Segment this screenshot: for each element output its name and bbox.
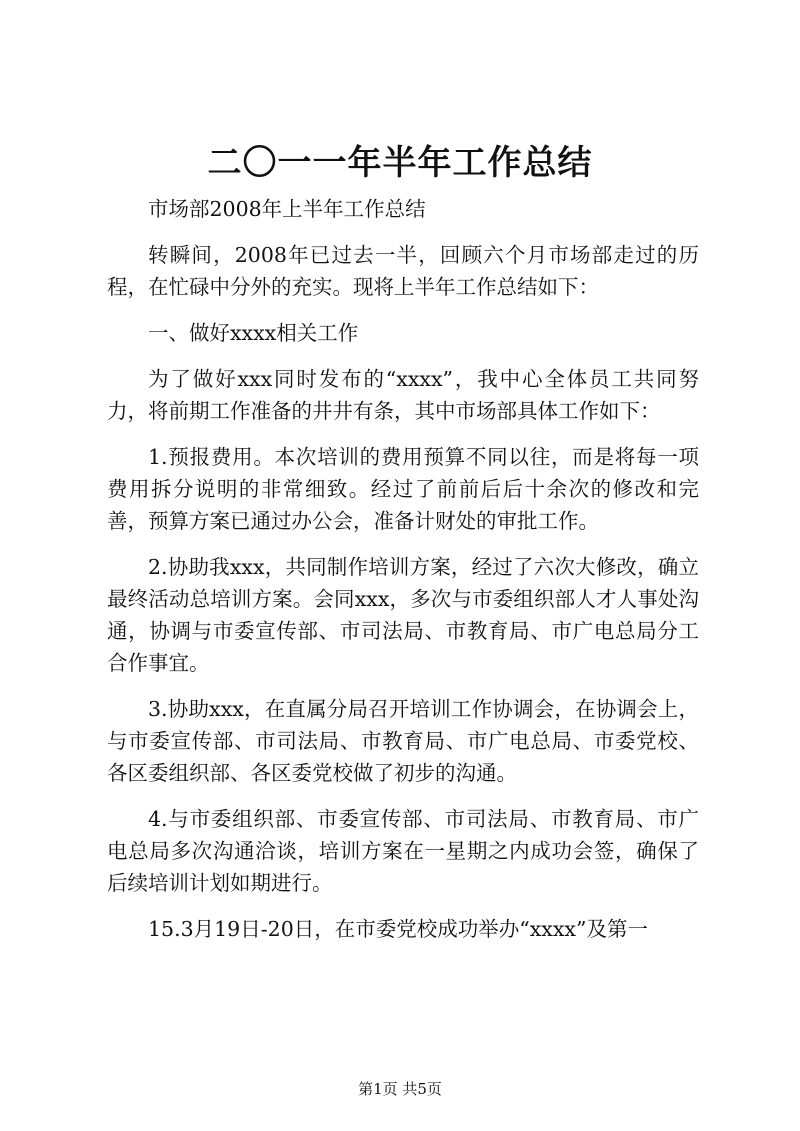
section-heading-1: 一、做好xxxx相关工作	[148, 321, 359, 345]
paragraph-item-5: 15.3月19日-20日，在市委党校成功举办“xxxx”及第一	[148, 917, 648, 941]
paragraph-section-intro: 为了做好xxx同时发布的“xxxx”，我中心全体员工共同努力，将前期工作准备的井井有条，其中市场部具体工作如下：	[107, 367, 699, 423]
paragraph-intro: 转瞬间，2008年已过去一半，回顾六个月市场部走过的历程，在忙碌中分外的充实。现将上半年工作总结如下：	[107, 243, 699, 299]
paragraph-item-1: 1.预报费用。本次培训的费用预算不同以往，而是将每一项费用拆分说明的非常细致。经过了前前后后十余次的修改和完善，预算方案已通过办公会，准备计财处的审批工作。	[107, 445, 699, 533]
page-number-footer: 第1页 共5页	[358, 1080, 442, 1098]
paragraph-subtitle: 市场部2008年上半年工作总结	[148, 197, 426, 221]
document-body	[107, 193, 699, 945]
paragraph-item-2: 2.协助我xxx，共同制作培训方案，经过了六次大修改，确立最终活动总培训方案。会同xxx，多次与市委组织部人才人事处沟通，协调与市委宣传部、市司法局、市教育局、市广电总局分工合作事宜。	[107, 555, 699, 675]
paragraph-item-3: 3.协助xxx，在直属分局召开培训工作协调会，在协调会上，与市委宣传部、市司法局、市教育局、市广电总局、市委党校、各区委组织部、各区委党校做了初步的沟通。	[107, 697, 699, 785]
paragraph-item-4: 4.与市委组织部、市委宣传部、市司法局、市教育局、市广电总局多次沟通洽谈，培训方案在一星期之内成功会签，确保了后续培训计划如期进行。	[107, 807, 699, 895]
document-title: 二〇一一年半年工作总结	[207, 143, 593, 183]
